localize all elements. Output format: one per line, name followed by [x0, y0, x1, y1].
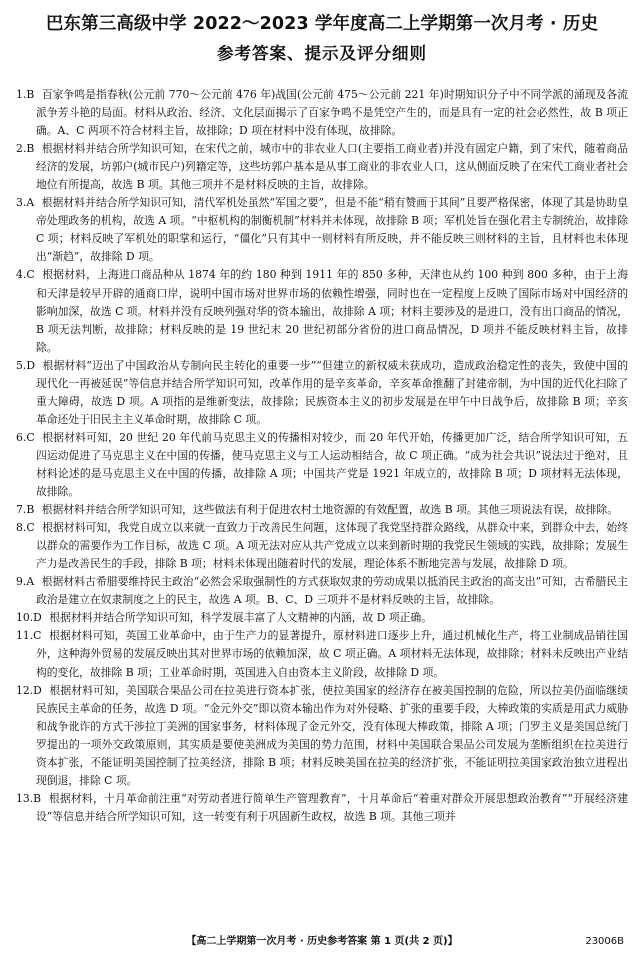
answer-number: 12. [16, 683, 34, 697]
answer-number: 7. [16, 503, 27, 517]
answer-explanation: 根据材料，上海进口商品种从 1874 年的约 180 种到 1911 年的 850 多种，天津也从约 100 种到 800 多种，由于上海和天津是较早开辟的通商口岸，说明中国市场对世界市场的依赖性增强，同时也在一定程度上反映了国际市场对中国经济的影响加深，故选 C 项。材料并没有反映列强对华的资本输出，故排除 A 项；材料主要涉及的是进口，没有出口商品的情况，B 项无法判断，故排除；材料反映的是 19 世纪末 20 世纪初部分省份的进口商品情况，D 项并不能反映材料主旨，故排除。 [35, 268, 628, 354]
answer-explanation: 根据材料并结合所学知识可知，清代军机处虽然“军国之要”，但是不能“稍有赞画于其间”且要严格保密，体现了其是协助皇帝处理政务的机构，故选 A 项。“中枢机构的制衡机制”材料并未体现，故排除 B 项；军机处旨在强化君主专制统治，故排除 C 项；材料反映了军机处的职掌和运行，“僵化”只有其中一则材料有所反映，并不能反映三则材料的主旨，且材料也未体现出“渐趋”，故排除 D 项。 [35, 196, 628, 264]
answer-key: C [26, 268, 35, 282]
answer-explanation: 根据材料“迈出了中国政治从专制向民主转化的重要一步”“但建立的新权威未获成功，造成政治稳定性的丧失，致使中国的现代化一再被延误”等信息并结合所学知识可知，改革作用的是辛亥革命，辛亥革命推翻了封建帝制，为中国的近代化扫除了重大障碍，故选 D 项。A 项指的是维新变法，故排除；民族资本主义的初步发展是在甲午中日战争后，故排除 B 项；辛亥革命还处于旧民主主义革命时期，故排除 C 项。 [35, 358, 628, 426]
answer-number: 3. [16, 196, 27, 210]
answer-explanation: 根据材料可知，英国工业革命中，由于生产力的显著提升，原材料进口逐步上升，通过机械化生产，将工业制成品销往国外，这种海外贸易的发展反映出其对世界市场的依赖加深，故 C 项正确。A 项材料无法体现，故排除；材料未反映出产业结构的变化，故排除 B 项；工业革命时期，英国进入自由资本主义阶段，故排除 D 项。 [35, 629, 628, 679]
answer-key: B [26, 142, 35, 156]
answer-key: B [33, 791, 42, 805]
answer-explanation: 根据材料古希腊要维持民主政治“必然会采取强制性的方式获取奴隶的劳动成果以抵消民主政治的高支出”可知，古希腊民主政治是建立在奴隶制度之上的民主，故选 A 项。B、C、D 三项并不是材料反映的主旨，故排除。 [35, 575, 628, 607]
answer-key: C [26, 430, 35, 444]
answer-key: D [33, 611, 42, 625]
answer-key: A [26, 575, 35, 589]
answer-item-1 [16, 86, 628, 140]
answer-key: C [26, 521, 35, 535]
answer-explanation: 根据材料可知，20 世纪 20 年代前马克思主义的传播相对较少，而 20 年代开始，传播更加广泛，结合所学知识可知，五四运动促进了马克思主义在中国的传播，使马克思主义与工人运动相结合，故 C 项正确。“成为社会共识”说法过于绝对，且材料论述的是马克思主义在中国的传播，故排除 A 项；中国共产党是 1921 年成立的，故排除 B 项；D 项材料无法体现，故排除。 [35, 430, 628, 499]
answer-number: 8. [16, 521, 27, 535]
answer-number: 13. [16, 791, 34, 805]
answer-key: D [26, 358, 35, 372]
answer-number: 5. [16, 358, 27, 372]
answer-item-5 [16, 357, 628, 429]
answer-item-8 [16, 519, 628, 573]
answer-item-7 [16, 501, 628, 519]
answer-explanation: 根据材料并结合所学知识可知，在宋代之前，城市中的非农业人口(主要指工商业者)并没有固定户籍，到了宋代，随着商品经济的发展，坊郭户(城市民户)列籍定等，这些坊郭户基本是从事工商业的非农业人口，这从侧面反映了在宋代工商业者社会地位有所提高，故选 B 项。其他三项并不是材料反映的主旨，故排除。 [35, 142, 628, 192]
answer-number: 6. [16, 430, 27, 444]
answer-explanation: 根据材料可知，美国联合果品公司在拉美进行资本扩张，使拉美国家的经济存在被美国控制的危险，所以拉美仍面临继续民族民主革命的任务，故选 D 项。“金元外交”即以资本输出作为对外侵略、扩张的重要手段，大棒政策的实质是用武力威胁和战争讹诈的方式干涉拉丁美洲的国家事务，材料体现了金元外交，没有体现大棒政策，排除 A 项；门罗主义是美国总统门罗提出的一项外交政策原则，其实质是要使美洲成为美国的势力范围，材料中美国联合果品公司发展为垄断组织在拉美进行资本扩张，不能证明美国控制了拉美经济，排除 B 项；材料反映美国在拉美的经济扩张，不能证明拉美国家政治独立进程出现倒退，排除 C 项。 [35, 683, 628, 787]
answer-explanation: 根据材料可知，我党自成立以来就一直致力于改善民生问题，这体现了我党坚持群众路线，从群众中来，到群众中去，始终以群众的需要作为工作目标，故选 C 项。A 项无法对应从共产党成立以来到新时期的我党民生领域的实践，故排除；发展生产力是改善民生的手段，排除 B 项；材料未体现出随着时代的发展，理论体系不断地完善与发展，故排除 D 项。 [35, 521, 628, 571]
answer-item-6 [16, 429, 628, 501]
answer-item-9 [16, 573, 628, 609]
document-subtitle: 参考答案、提示及评分细则 [217, 44, 427, 63]
answer-number: 4. [16, 268, 27, 282]
footer-page-info: 【高二上学期第一次月考 · 历史参考答案 第 1 页(共 2 页)】 [186, 936, 458, 947]
answer-number: 2. [16, 142, 27, 156]
answer-number: 11. [16, 629, 34, 643]
document-title: 巴东第三高级中学 2022～2023 学年度高二上学期第一次月考 · 历史 [45, 14, 599, 34]
answer-explanation: 根据材料并结合所学知识可知，这些做法有利于促进农村土地资源的有效配置，故选 B 项。其他三项说法有误，故排除。 [41, 503, 619, 517]
answer-item-13 [16, 790, 628, 826]
answer-key: A [26, 196, 35, 210]
answer-number: 1. [16, 88, 27, 101]
answer-key: B [26, 88, 35, 101]
answer-item-2 [16, 140, 628, 194]
answer-list [16, 86, 628, 826]
answer-key: D [33, 683, 42, 697]
answer-explanation: 根据材料并结合所学知识可知，科学发展丰富了人文精神的内涵，故 D 项正确。 [49, 611, 433, 625]
answer-key: C [33, 629, 42, 643]
answer-item-10 [16, 609, 628, 627]
answer-item-11 [16, 627, 628, 681]
answer-number: 9. [16, 575, 27, 589]
answer-explanation: 百家争鸣是指春秋(公元前 770～公元前 476 年)战国(公元前 475～公元前 221 年)时期知识分子中不同学派的涌现及各流派争芳斗艳的局面。材料从政治、经济、文化层面揭示了百家争鸣不是凭空产生的，而是具有一定的社会必然性，故 B 项正确。A、C 两项不符合材料主旨，故排除；D 项在材料中没有体现，故排除。 [35, 88, 628, 138]
answer-item-3 [16, 194, 628, 266]
answer-item-4 [16, 266, 628, 356]
footer-document-code: 23006B [585, 936, 624, 947]
answer-explanation: 根据材料，十月革命前注重“对劳动者进行简单生产管理教育”，十月革命后“着重对群众开展思想政治教育”“开展经济建设”等信息并结合所学知识可知，这一转变有利于巩固新生政权，故选 B 项。其他三项并 [35, 791, 628, 823]
answer-number: 10. [16, 611, 34, 625]
answer-item-12 [16, 682, 628, 790]
answer-key: B [26, 503, 35, 517]
